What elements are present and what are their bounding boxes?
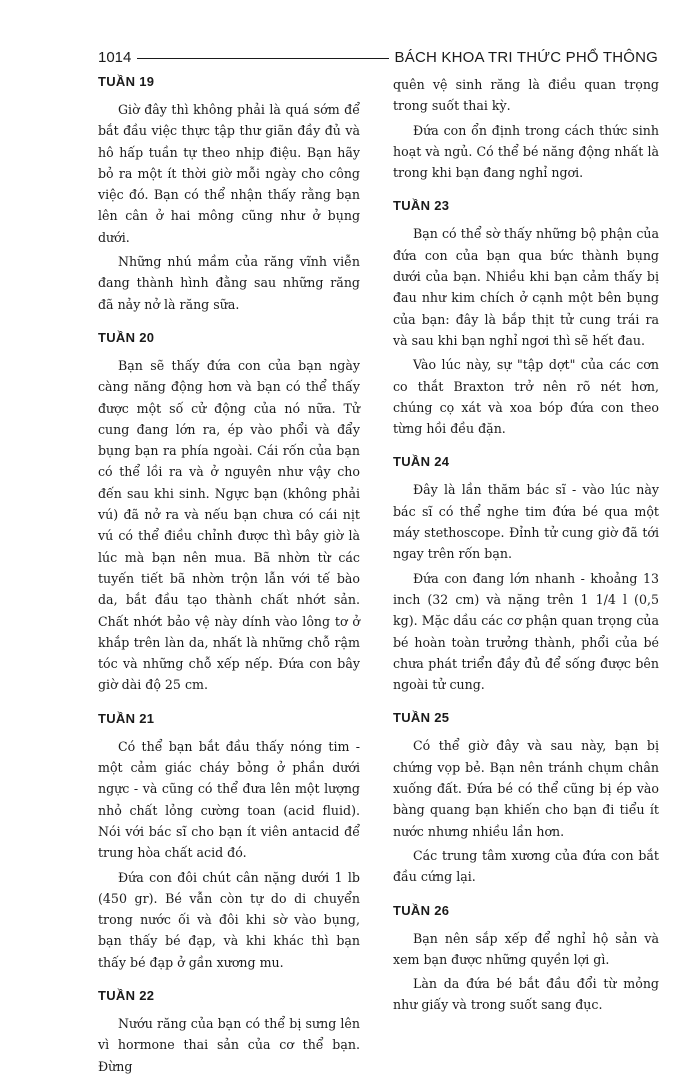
paragraph: Làn da đứa bé bắt đầu đổi từ mỏng như giấy và trong suốt sang đục.	[393, 976, 659, 1013]
section-week-24	[393, 454, 659, 695]
section-week-23	[393, 198, 659, 439]
section-week-20	[98, 330, 360, 696]
week-24-heading: TUẦN 24	[393, 454, 450, 470]
week-26-heading: TUẦN 26	[393, 902, 450, 918]
section-week-21	[98, 711, 360, 973]
week-22-heading: TUẦN 22	[98, 987, 155, 1003]
paragraph: Giờ đây thì không phải là quá sớm để bắt đầu việc thực tập thư giãn đầy đủ và hô hấp tuần tự theo nhịp điệu. Bạn hãy bỏ ra một ít thời giờ mỗi ngày cho công việc đó. Bạn có thể nhận thấy rằng bạn lên cân ở hai mông cũng như ở bụng dưới.	[98, 102, 360, 245]
page-number: 1014	[98, 48, 132, 66]
section-week-19	[98, 74, 360, 315]
paragraph: Những nhú mầm của răng vĩnh viễn đang thành hình đằng sau những răng đã nảy nở là răng sữa.	[98, 254, 360, 312]
week-19-heading: TUẦN 19	[98, 74, 155, 89]
section-week-22	[98, 988, 360, 1077]
week-25-heading: TUẦN 25	[393, 710, 450, 726]
left-column	[98, 74, 360, 1080]
paragraph: Đứa con ổn định trong cách thức sinh hoạt và ngủ. Có thể bé năng động nhất là trong khi bạn đang nghỉ ngơi.	[393, 122, 659, 181]
section-week-25	[393, 710, 659, 887]
header-rule	[137, 58, 388, 59]
week-21-heading: TUẦN 21	[98, 710, 155, 726]
paragraph: Bạn có thể sờ thấy những bộ phận của đứa con của bạn qua bức thành bụng dưới của bạn. Nhiều khi bạn cảm thấy bị đau như kim chích ở cạnh một bên bụng của bạn: đây là bắp thịt tử cung trái ra và sau khi bạn nghỉ ngơi thì sẽ hết đau.	[393, 226, 659, 348]
paragraph: Các trung tâm xương của đứa con bắt đầu cứng lại.	[393, 847, 659, 885]
right-column	[393, 74, 659, 1019]
paragraph: Nướu răng của bạn có thể bị sưng lên vì hormone thai sản của cơ thể bạn. Đừng	[98, 1015, 360, 1074]
week-20-heading: TUẦN 20	[98, 329, 155, 345]
paragraph: Bạn nên sắp xếp để nghỉ hộ sản và xem bạn được những quyền lợi gì.	[393, 930, 659, 967]
paragraph: Có thể giờ đây và sau này, bạn bị chứng vọp bẻ. Bạn nên tránh chụm chân xuống đất. Đứa bé có thể cũng bị ép vào bàng quang bạn khiến cho bạn đi tiểu ít nước nhưng nhiều lần hơn.	[393, 738, 659, 839]
paragraph: Vào lúc này, sự "tập dợt" của các cơn co thắt Braxton trở nên rõ nét hơn, chúng cọ xát và xoa bóp đứa con theo từng hồi đều đặn.	[393, 357, 659, 437]
book-title: BÁCH KHOA TRI THỨC PHỔ THÔNG	[394, 48, 658, 66]
paragraph: Đây là lần thăm bác sĩ - vào lúc này bác sĩ có thể nghe tim đứa bé qua một máy stethoscope. Đỉnh tử cung giờ đã tới ngay trên rốn bạn.	[393, 482, 659, 562]
section-week-26	[393, 903, 659, 1016]
paragraph: Có thể bạn bắt đầu thấy nóng tim - một cảm giác cháy bỏng ở phần dưới ngực - và cũng có thể đưa lên một lượng nhỏ chất lỏng cường toan (acid fluid). Nói với bác sĩ cho bạn ít viên antacid để trung hòa chất acid đó.	[98, 738, 360, 861]
paragraph: quên vệ sinh răng là điều quan trọng trong suốt thai kỳ.	[393, 77, 659, 114]
week-23-heading: TUẦN 23	[393, 198, 450, 214]
running-header	[98, 46, 658, 68]
paragraph: Đứa con đang lớn nhanh - khoảng 13 inch (32 cm) và nặng trên 1 1/4 l (0,5 kg). Mặc dầu các cơ phận quan trọng của bé hoàn toàn trưởng thành, phổi của bé chưa phát triển đầy đủ để sống được bên ngoài tử cung.	[393, 570, 659, 693]
section-week-22-continued	[393, 74, 659, 183]
paragraph: Đứa con đôi chút cân nặng dưới 1 lb (450 gr). Bé vẫn còn tự do di chuyển trong nước ối và đôi khi sờ vào bụng, bạn thấy bé đạp, và khi khác thì bạn thấy bé đạp ở gần xương mu.	[98, 869, 360, 970]
paragraph: Bạn sẽ thấy đứa con của bạn ngày càng năng động hơn và bạn có thể thấy được một số cử động của nó nữa. Tử cung đang lớn ra, ép vào phổi và đẩy bụng bạn ra phía ngoài. Cái rốn của bạn có thể lồi ra và ở nguyên như vậy cho đến sau khi sinh. Ngực bạn (không phải vú) đã nở ra và nếu bạn chưa có cái nịt vú có thể điều chỉnh được thì bây giờ là lúc mà bạn nên mua. Bã nhờn từ các tuyến tiết bã nhờn trộn lẫn với tế bào da, bắt đầu tạo thành chất nhớt sản. Chất nhớt bảo vệ này dính vào lông tơ ở khắp trên làn da, nhất là những chỗ rậm tóc và những chỗ xếp nếp. Đứa con bây giờ dài độ 25 cm.	[98, 357, 360, 693]
